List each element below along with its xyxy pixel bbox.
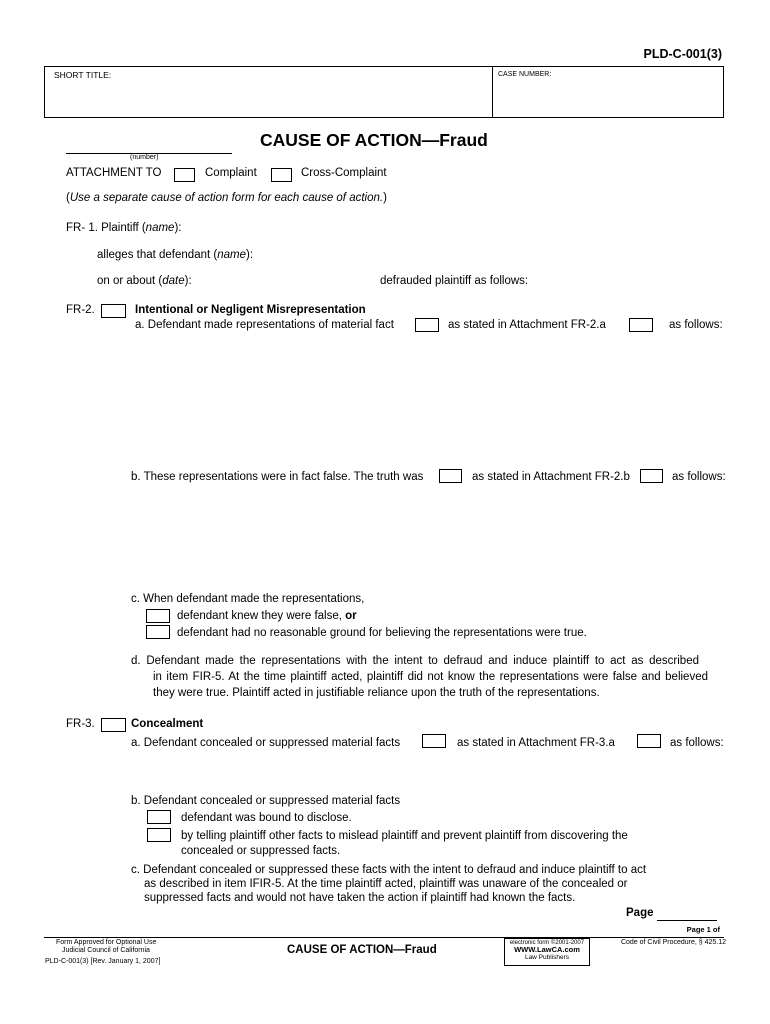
- case-number-label: CASE NUMBER:: [498, 71, 552, 78]
- fr2-b-attach-label: as stated in Attachment FR-2.b: [472, 471, 630, 483]
- fr2-b-attachment-checkbox[interactable]: [439, 469, 462, 483]
- fr3-heading: Concealment: [131, 718, 204, 730]
- fr1-on-about-suffix: ):: [184, 275, 192, 287]
- publisher-name: Law Publishers: [524, 954, 570, 961]
- number-caption: (number): [130, 154, 159, 161]
- fr3-a-text: a. Defendant concealed or suppressed material facts: [131, 737, 401, 749]
- footer-title: CAUSE OF ACTION—Fraud: [287, 944, 437, 956]
- fr3-b-opt1: defendant was bound to disclose.: [181, 812, 352, 824]
- fr1-on-about-date: date: [162, 275, 185, 287]
- case-number-field[interactable]: [493, 67, 723, 117]
- fr2-c-text: c. When defendant made the representations,: [131, 593, 365, 605]
- fr1-name: name: [145, 222, 175, 234]
- approved-line1: Form Approved for Optional Use: [56, 939, 157, 946]
- code-citation: Code of Civil Procedure, § 425.12: [620, 939, 726, 946]
- fr1-prefix: FR- 1. Plaintiff (: [66, 222, 146, 234]
- fr2-c-opt1: [177, 610, 357, 622]
- electronic-form-note: electronic form ©2001-2007: [509, 940, 585, 946]
- page-label: Page: [626, 907, 654, 919]
- cross-complaint-checkbox[interactable]: [271, 168, 292, 182]
- fr2-c-opt2: defendant had no reasonable ground for believing the representations were true.: [177, 627, 587, 639]
- fr3-b-opt2-line1: by telling plaintiff other facts to mislead plaintiff and prevent plaintiff from discovering the: [181, 830, 628, 842]
- fr1-alleges-name: name: [217, 249, 246, 261]
- fr2-b-text: b. These representations were in fact false. The truth was: [131, 471, 424, 483]
- fr2-label: FR-2.: [66, 304, 95, 316]
- fr3-a-attachment-checkbox[interactable]: [422, 734, 446, 748]
- complaint-checkbox[interactable]: [174, 168, 195, 182]
- fr2-c-no-ground-checkbox[interactable]: [146, 625, 170, 639]
- fr1-plaintiff: [66, 222, 181, 234]
- cross-complaint-label: Cross-Complaint: [301, 167, 387, 179]
- attachment-label: ATTACHMENT TO: [66, 167, 162, 179]
- page-title: CAUSE OF ACTION—Fraud: [260, 130, 488, 150]
- fr3-b-opt2-line2: concealed or suppressed facts.: [181, 845, 341, 857]
- fr3-a-follows-checkbox[interactable]: [637, 734, 661, 748]
- fr2-a-attachment-checkbox[interactable]: [415, 318, 439, 332]
- fr2-d-line1: d. Defendant made the representations with the intent to defraud and induce plaintiff to act as described: [131, 655, 699, 667]
- publisher-badge: [504, 938, 590, 966]
- fr2-c-opt1-or: or: [345, 610, 357, 622]
- fr3-a-follows-label: as follows:: [670, 737, 724, 749]
- short-title-label: SHORT TITLE:: [54, 70, 112, 80]
- fr1-defrauded: defrauded plaintiff as follows:: [380, 275, 529, 287]
- short-title-field[interactable]: [45, 67, 493, 117]
- fr3-b-mislead-checkbox[interactable]: [147, 828, 171, 842]
- fr1-alleges: [97, 249, 253, 261]
- fr3-b-bound-checkbox[interactable]: [147, 810, 171, 824]
- fr2-heading: Intentional or Negligent Misrepresentation: [135, 304, 366, 316]
- footer-rule: [44, 937, 724, 938]
- fr1-suffix: ):: [174, 222, 182, 234]
- fr1-alleges-suffix: ):: [245, 249, 254, 261]
- fr2-b-follows-checkbox[interactable]: [640, 469, 663, 483]
- fr3-a-attach-label: as stated in Attachment FR-3.a: [457, 737, 615, 749]
- fr2-a-text: a. Defendant made representations of material fact: [135, 319, 394, 331]
- fr2-c-opt1-text: defendant knew they were false,: [177, 610, 342, 622]
- fr3-label: FR-3.: [66, 718, 95, 730]
- note-open: (: [66, 192, 70, 204]
- attachment-note: [66, 192, 387, 204]
- page-of: Page 1 of: [686, 925, 720, 934]
- fr3-c-line1: c. Defendant concealed or suppressed these facts with the intent to defraud and induce plaintiff to act: [131, 864, 647, 876]
- fr3-c-line3: suppressed facts and would not have taken the action if plaintiff had known the facts.: [144, 892, 576, 904]
- fr2-d-line3: they were true. Plaintiff acted in justifiable reliance upon the truth of the representations.: [153, 687, 600, 699]
- fr2-c-knew-checkbox[interactable]: [146, 609, 170, 623]
- note-close: ): [383, 192, 387, 204]
- fr3-checkbox[interactable]: [101, 718, 126, 732]
- fr3-b-text: b. Defendant concealed or suppressed material facts: [131, 795, 401, 807]
- fr2-a-follows-label: as follows:: [669, 319, 723, 331]
- fr1-on-about: [97, 275, 192, 287]
- fr1-on-about-prefix: on or about (: [97, 275, 163, 287]
- note-text: Use a separate cause of action form for each cause of action.: [69, 192, 384, 204]
- page-number-field[interactable]: [657, 920, 717, 921]
- approved-line3: PLD-C-001(3) [Rev. January 1, 2007]: [45, 958, 161, 965]
- header-box: [44, 66, 724, 118]
- fr2-checkbox[interactable]: [101, 304, 126, 318]
- complaint-label: Complaint: [205, 167, 257, 179]
- fr2-a-attach-label: as stated in Attachment FR-2.a: [448, 319, 606, 331]
- approved-line2: Judicial Council of California: [62, 947, 150, 954]
- fr2-b-follows-label: as follows:: [672, 471, 726, 483]
- fr2-a-follows-checkbox[interactable]: [629, 318, 653, 332]
- fr2-d-line2: in item FIR-5. At the time plaintiff acted, plaintiff did not know the representations were false and believed: [153, 671, 708, 683]
- website-link[interactable]: WWW.LawCA.com: [514, 945, 580, 954]
- fr1-alleges-prefix: alleges that defendant (: [97, 249, 218, 261]
- form-number: PLD-C-001(3): [643, 47, 722, 61]
- fr3-c-line2: as described in item IFIR-5. At the time plaintiff acted, plaintiff was unaware of the concealed or: [144, 878, 628, 890]
